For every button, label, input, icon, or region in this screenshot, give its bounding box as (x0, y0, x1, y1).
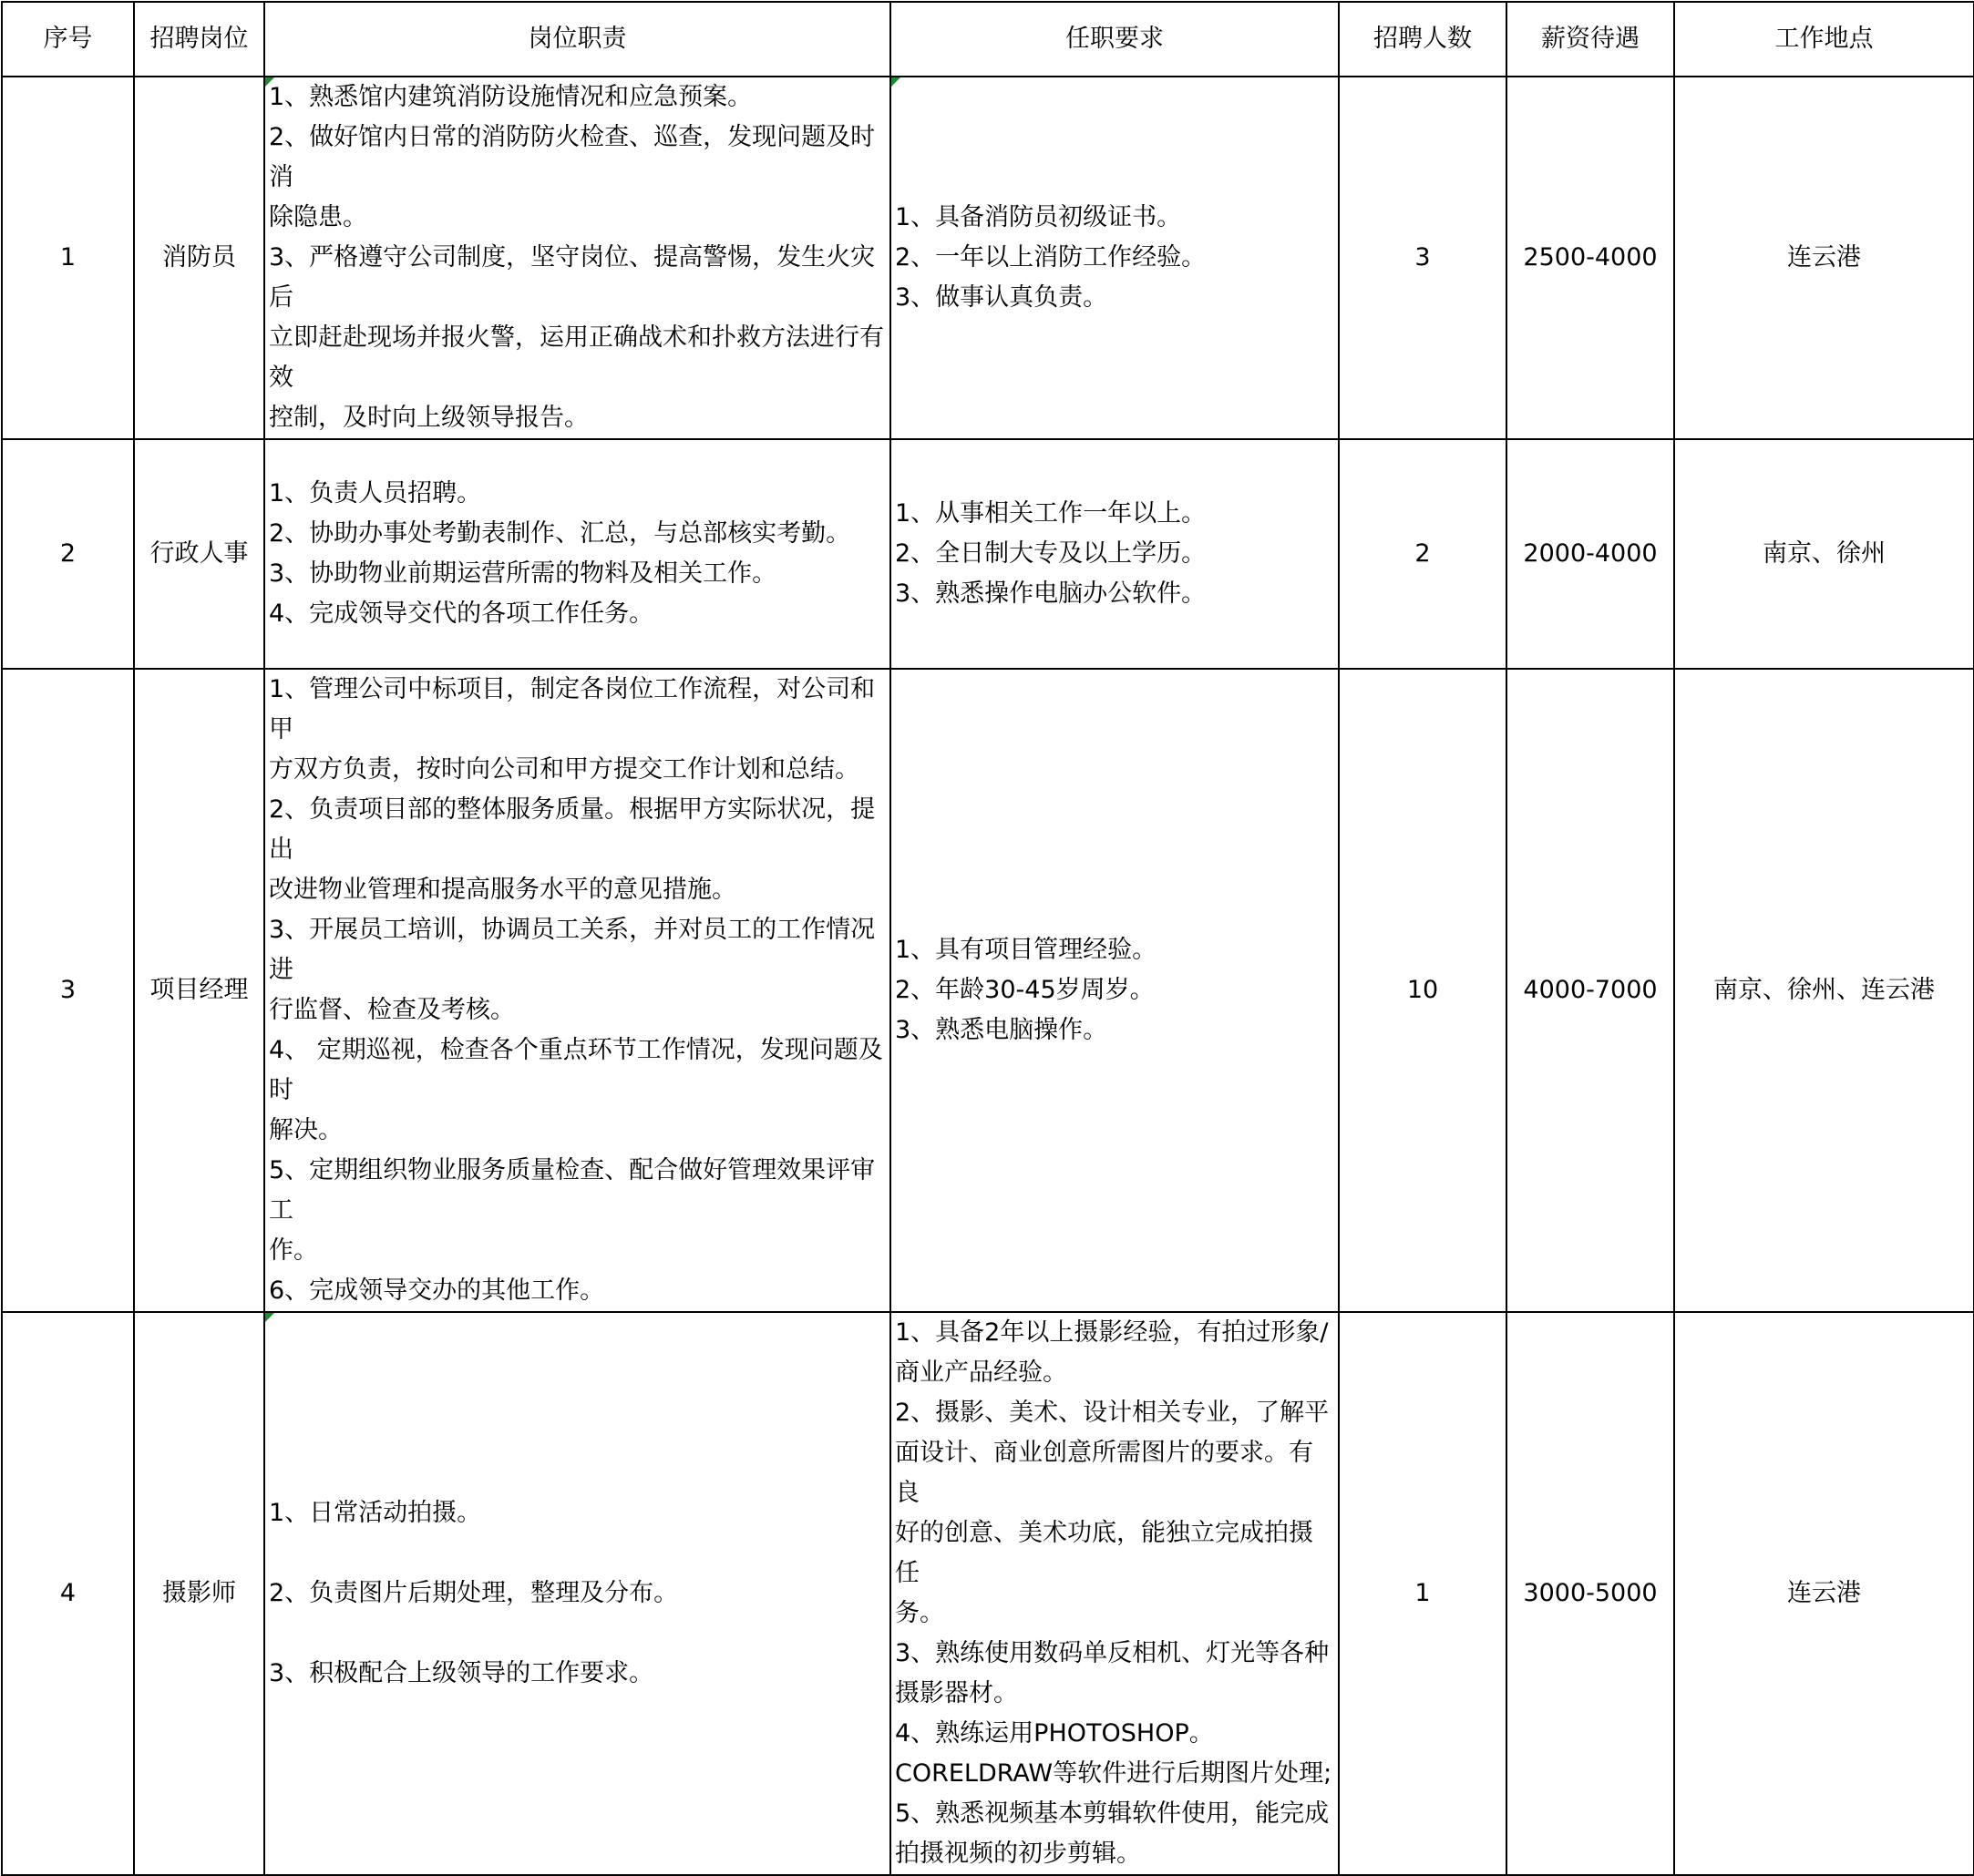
row-duties (264, 439, 890, 669)
header-row (2, 2, 1974, 77)
duty-line: 解决。 (269, 1116, 343, 1144)
row-location: 南京、徐州 (1674, 439, 1974, 669)
table-row (2, 669, 1974, 1312)
duty-line: 作。 (269, 1236, 318, 1265)
requirement-line: 商业产品经验。 (895, 1358, 1067, 1387)
duty-line: 4、完成领导交代的各项工作任务。 (269, 600, 654, 628)
row-salary: 3000-5000 (1506, 1312, 1674, 1875)
duty-line: 2、负责项目部的整体服务质量。根据甲方实际状况，提出 (269, 795, 876, 864)
comment-marker-icon (891, 77, 900, 87)
duty-line: 2、协助办事处考勤表制作、汇总，与总部核实考勤。 (269, 519, 851, 548)
duty-line: 3、协助物业前期运营所需的物料及相关工作。 (269, 559, 777, 588)
requirement-line: 2、全日制大专及以上学历。 (895, 539, 1207, 568)
row-headcount: 2 (1339, 439, 1506, 669)
requirement-line: 好的创意、美术功底，能独立完成拍摄任 (895, 1519, 1313, 1587)
requirement-line: 1、具备消防员初级证书。 (895, 203, 1182, 231)
duty-line: 改进物业管理和提高服务水平的意见措施。 (269, 876, 736, 904)
requirement-line: 2、一年以上消防工作经验。 (895, 243, 1207, 272)
duty-line: 1、负责人员招聘。 (269, 479, 482, 507)
requirement-line: 3、熟悉操作电脑办公软件。 (895, 579, 1207, 608)
row-location: 连云港 (1674, 1312, 1974, 1875)
row-position: 摄影师 (134, 1312, 264, 1875)
duty-line: 1、熟悉馆内建筑消防设施情况和应急预案。 (269, 83, 753, 111)
row-headcount: 10 (1339, 669, 1506, 1312)
header-salary: 薪资待遇 (1506, 2, 1674, 77)
table-row (2, 77, 1974, 439)
duty-line: 1、管理公司中标项目，制定各岗位工作流程，对公司和甲 (269, 675, 876, 743)
header-duties: 岗位职责 (264, 2, 890, 77)
table-row (2, 439, 1974, 669)
requirement-line: 3、做事认真负责。 (895, 283, 1108, 312)
row-location: 连云港 (1674, 77, 1974, 439)
row-requirements (890, 439, 1339, 669)
row-position: 消防员 (134, 77, 264, 439)
requirement-line: 4、熟练运用PHOTOSHOP。 (895, 1719, 1214, 1748)
duty-line: 2、做好馆内日常的消防防火检查、巡查，发现问题及时消 (269, 123, 876, 191)
header-position: 招聘岗位 (134, 2, 264, 77)
requirement-line: 拍摄视频的初步剪辑。 (895, 1840, 1141, 1868)
duty-line: 4、 定期巡视，检查各个重点环节工作情况，发现问题及时 (269, 1036, 883, 1104)
row-duties (264, 1312, 890, 1875)
header-location: 工作地点 (1674, 2, 1974, 77)
row-salary: 2000-4000 (1506, 439, 1674, 669)
row-no: 4 (2, 1312, 134, 1875)
duty-spacer (269, 1614, 888, 1654)
requirement-line: CORELDRAW等软件进行后期图片处理; (895, 1759, 1332, 1788)
row-no: 3 (2, 669, 134, 1312)
requirement-line: 摄影器材。 (895, 1679, 1018, 1707)
row-duties (264, 77, 890, 439)
header-no: 序号 (2, 2, 134, 77)
recruitment-table (1, 1, 1974, 1876)
duty-line: 3、严格遵守公司制度，坚守岗位、提高警惕，发生火灾后 (269, 243, 876, 312)
duty-line: 控制，及时向上级领导报告。 (269, 404, 589, 432)
requirement-line: 务。 (895, 1599, 944, 1627)
duty-line: 5、定期组织物业服务质量检查、配合做好管理效果评审工 (269, 1156, 876, 1225)
row-position: 项目经理 (134, 669, 264, 1312)
row-requirements (890, 669, 1339, 1312)
header-headcount: 招聘人数 (1339, 2, 1506, 77)
row-salary: 4000-7000 (1506, 669, 1674, 1312)
row-requirements (890, 1312, 1339, 1875)
requirement-line: 1、从事相关工作一年以上。 (895, 499, 1207, 528)
duty-line: 1、日常活动拍摄。 (269, 1499, 482, 1527)
duty-line: 2、负责图片后期处理，整理及分布。 (269, 1579, 679, 1607)
requirement-line: 2、年龄30-45岁周岁。 (895, 976, 1155, 1004)
row-headcount: 1 (1339, 1312, 1506, 1875)
duty-line: 6、完成领导交办的其他工作。 (269, 1276, 605, 1305)
table-row (2, 1312, 1974, 1875)
comment-marker-icon (265, 77, 274, 87)
row-no: 2 (2, 439, 134, 669)
requirement-line: 3、熟练使用数码单反相机、灯光等各种 (895, 1639, 1330, 1667)
header-requirements: 任职要求 (890, 2, 1339, 77)
duty-line: 除隐患。 (269, 203, 367, 231)
duty-line: 立即赶赴现场并报火警，运用正确战术和扑救方法进行有效 (269, 323, 884, 392)
duty-line: 3、开展员工培训，协调员工关系，并对员工的工作情况进 (269, 916, 876, 984)
row-no: 1 (2, 77, 134, 439)
duty-line: 行监督、检查及考核。 (269, 996, 515, 1024)
requirement-line: 面设计、商业创意所需图片的要求。有良 (895, 1439, 1313, 1507)
row-requirements (890, 77, 1339, 439)
duty-line: 3、积极配合上级领导的工作要求。 (269, 1659, 654, 1687)
row-duties (264, 669, 890, 1312)
requirement-line: 2、摄影、美术、设计相关专业，了解平 (895, 1399, 1330, 1427)
requirement-line: 5、熟悉视频基本剪辑软件使用，能完成 (895, 1799, 1330, 1828)
row-headcount: 3 (1339, 77, 1506, 439)
duty-spacer (269, 1533, 888, 1574)
requirement-line: 3、熟悉电脑操作。 (895, 1016, 1108, 1044)
requirement-line: 1、具备2年以上摄影经验，有拍过形象/ (895, 1318, 1329, 1347)
row-position: 行政人事 (134, 439, 264, 669)
row-location: 南京、徐州、连云港 (1674, 669, 1974, 1312)
duty-line: 方双方负责，按时向公司和甲方提交工作计划和总结。 (269, 755, 859, 784)
comment-marker-icon (265, 1313, 274, 1322)
requirement-line: 1、具有项目管理经验。 (895, 936, 1157, 964)
row-salary: 2500-4000 (1506, 77, 1674, 439)
